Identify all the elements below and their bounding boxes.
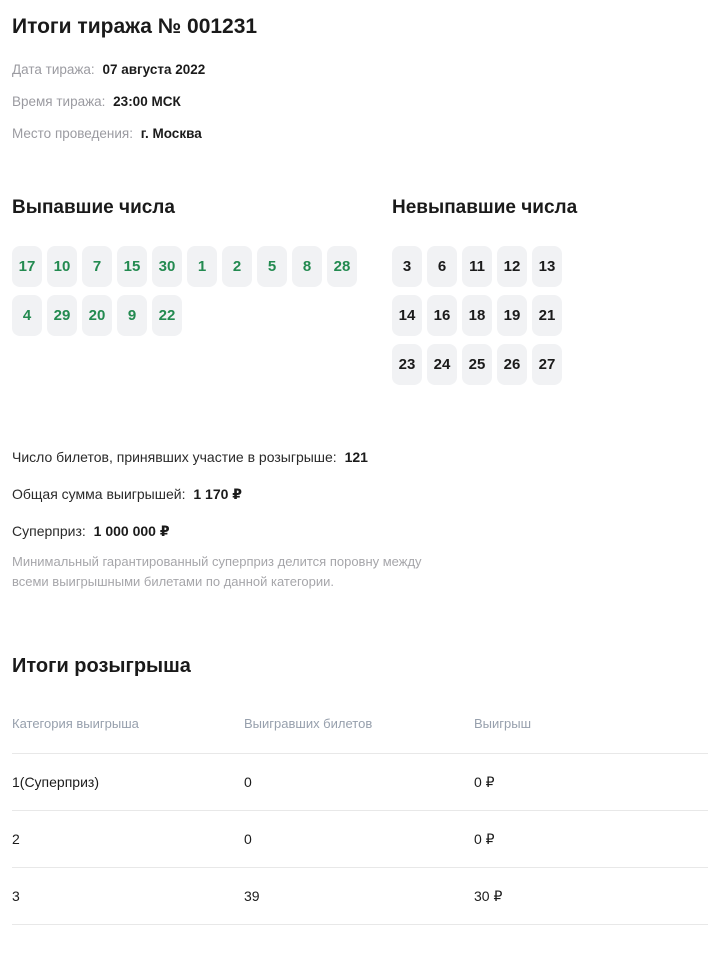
draw-stats [12,449,708,592]
draw-date-value: 07 августа 2022 [102,62,206,77]
results-title: Итоги розыгрыша [12,655,191,677]
draw-time-value: 23:00 МСК [113,94,181,109]
results-table-cell: 0 ₽ [474,811,708,868]
not-drawn-number-chip: 14 [392,295,422,336]
drawn-number-chip: 10 [47,246,77,287]
not-drawn-number-chip: 6 [427,246,457,287]
results-table-cell: 39 [244,868,474,925]
draw-time-label: Время тиража: [12,94,106,109]
not-drawn-number-chip: 18 [462,295,492,336]
draw-date-row [12,62,708,78]
tickets-count-label: Число билетов, принявших участие в розыгрыше: [12,449,337,465]
not-drawn-numbers-block [392,196,692,385]
results-table-cell: 1(Суперприз) [12,754,244,811]
not-drawn-numbers-grid [392,246,562,385]
not-drawn-number-chip: 24 [427,344,457,385]
drawn-number-chip: 20 [82,295,112,336]
column-winning-tickets: Выигравших билетов [244,702,474,754]
draw-date-label: Дата тиража: [12,62,95,77]
superprize-row [12,523,708,540]
results-table-cell: 3 [12,868,244,925]
drawn-number-chip: 9 [117,295,147,336]
results-table [12,702,708,925]
not-drawn-number-chip: 26 [497,344,527,385]
results-table-cell: 0 ₽ [474,754,708,811]
results-table-cell: 0 [244,754,474,811]
results-table-head [12,702,708,754]
not-drawn-number-chip: 23 [392,344,422,385]
numbers-section [12,196,708,385]
draw-place-value: г. Москва [140,126,202,141]
drawn-numbers-title: Выпавшие числа [12,197,175,218]
tickets-count-row [12,449,708,466]
draw-results-page [0,14,720,925]
drawn-number-chip: 17 [12,246,42,287]
superprize-value: 1 000 000 ₽ [93,523,170,539]
results-table-cell: 30 ₽ [474,868,708,925]
drawn-number-chip: 30 [152,246,182,287]
results-table-body [12,754,708,925]
drawn-number-chip: 29 [47,295,77,336]
draw-place-label: Место проведения: [12,126,133,141]
drawn-number-chip: 28 [327,246,357,287]
total-winnings-value: 1 170 ₽ [193,486,243,502]
drawn-number-chip: 4 [12,295,42,336]
results-table-cell: 0 [244,811,474,868]
not-drawn-number-chip: 13 [532,246,562,287]
drawn-number-chip: 7 [82,246,112,287]
results-table-row [12,811,708,868]
drawn-number-chip: 8 [292,246,322,287]
not-drawn-number-chip: 25 [462,344,492,385]
total-winnings-row [12,486,708,503]
results-header-row [12,702,708,754]
superprize-label: Суперприз: [12,523,86,539]
draw-time-row [12,94,708,110]
drawn-number-chip: 1 [187,246,217,287]
superprize-note: Минимальный гарантированный суперприз делится поровну между всеми выигрышными билетами по данной категории. [12,554,422,589]
not-drawn-number-chip: 21 [532,295,562,336]
results-table-cell: 2 [12,811,244,868]
results-table-row [12,754,708,811]
drawn-number-chip: 15 [117,246,147,287]
draw-info-list [12,62,708,142]
drawn-number-chip: 22 [152,295,182,336]
column-prize: Выигрыш [474,702,708,754]
draw-place-row [12,126,708,142]
drawn-number-chip: 2 [222,246,252,287]
drawn-numbers-grid [12,246,357,336]
not-drawn-number-chip: 3 [392,246,422,287]
not-drawn-number-chip: 19 [497,295,527,336]
total-winnings-label: Общая сумма выигрышей: [12,486,186,502]
page-title: Итоги тиража № 001231 [12,15,258,38]
not-drawn-number-chip: 27 [532,344,562,385]
not-drawn-numbers-title: Невыпавшие числа [392,197,578,218]
not-drawn-number-chip: 16 [427,295,457,336]
tickets-count-value: 121 [344,449,368,465]
drawn-numbers-block [12,196,392,385]
not-drawn-number-chip: 12 [497,246,527,287]
not-drawn-number-chip: 11 [462,246,492,287]
drawn-number-chip: 5 [257,246,287,287]
column-category: Категория выигрыша [12,702,244,754]
results-table-row [12,868,708,925]
